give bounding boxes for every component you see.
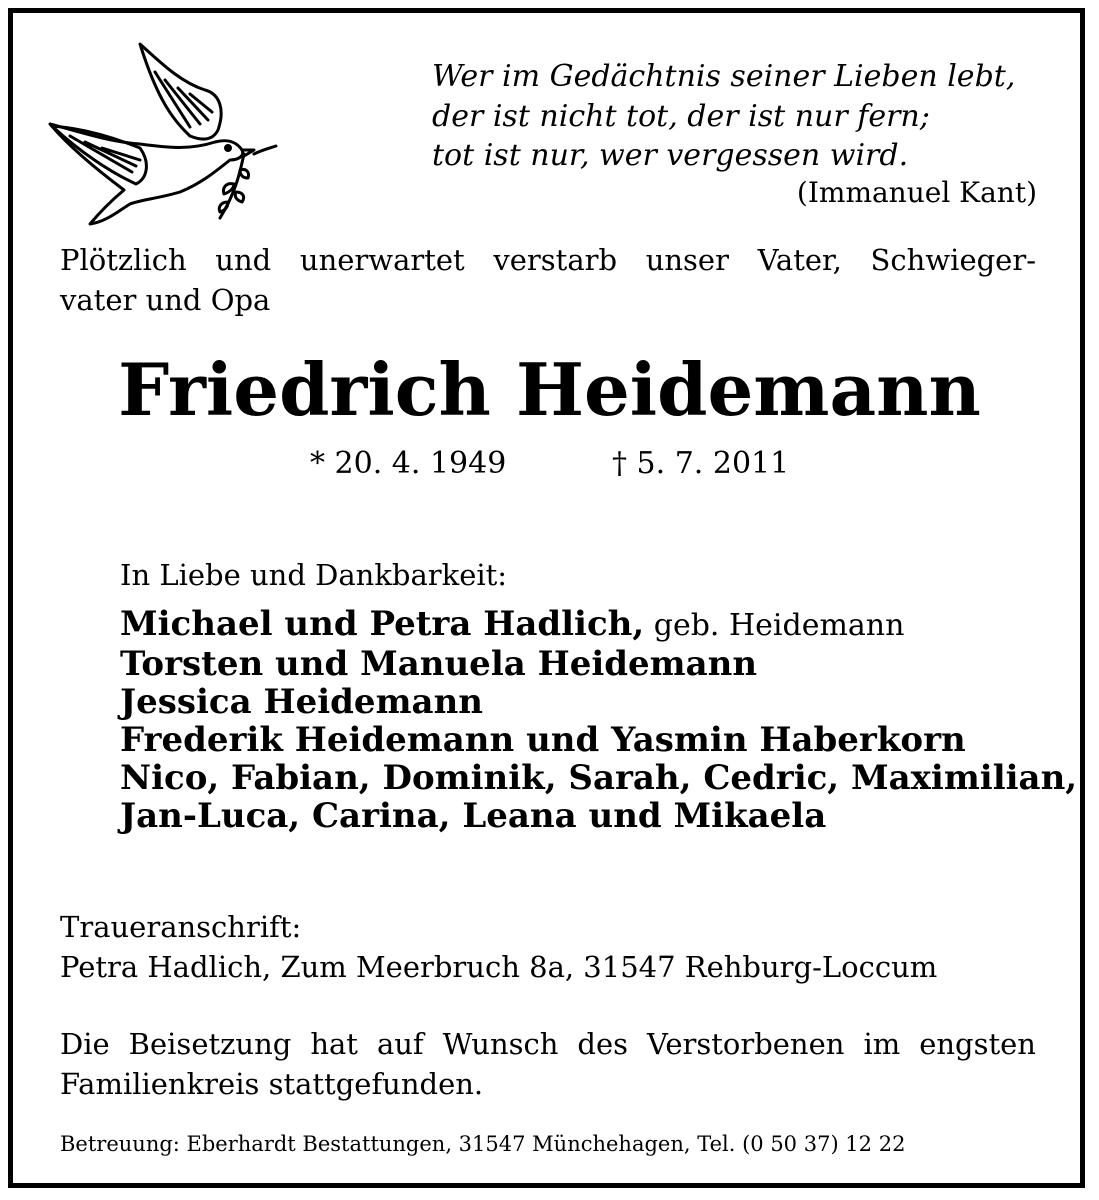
dove-with-olive-branch-icon <box>40 32 280 232</box>
mourner-line-5: Nico, Fabian, Dominik, Sarah, Cedric, Maximilian, <box>120 758 1078 798</box>
mourner-line-1 <box>120 604 904 646</box>
intro-text <box>60 240 1036 320</box>
quote-line-3: tot ist nur, wer vergessen wird. <box>432 138 909 173</box>
deceased-name: Friedrich Heidemann <box>118 347 981 432</box>
burial-line-2: Familienkreis stattgefunden. <box>60 1067 484 1101</box>
mourner-line-1-bold: Michael und Petra Hadlich, <box>120 604 645 644</box>
address-label: Traueranschrift: <box>60 910 302 944</box>
intro-line-1: Plötzlich und unerwartet verstarb unser Vater, Schwieger- <box>60 243 1036 277</box>
death-date: † 5. 7. 2011 <box>612 446 790 481</box>
address-value: Petra Hadlich, Zum Meerbruch 8a, 31547 Rehburg-Loccum <box>60 950 938 984</box>
birth-date: * 20. 4. 1949 <box>310 446 507 481</box>
quote-line-1: Wer im Gedächtnis seiner Lieben lebt, <box>432 59 1016 94</box>
funeral-home-footer: Betreuung: Eberhardt Bestattungen, 31547 Münchehagen, Tel. (0 50 37) 12 22 <box>60 1132 906 1156</box>
mourner-line-4: Frederik Heidemann und Yasmin Haberkorn <box>120 720 966 760</box>
mourners-heading: In Liebe und Dankbarkeit: <box>120 558 508 592</box>
mourner-line-6: Jan-Luca, Carina, Leana und Mikaela <box>120 796 827 836</box>
mourner-line-2: Torsten und Manuela Heidemann <box>120 644 758 684</box>
intro-line-2: vater und Opa <box>60 283 271 317</box>
quote-author: (Immanuel Kant) <box>796 176 1037 209</box>
quote-line-2: der ist nicht tot, der ist nur fern; <box>432 99 930 134</box>
burial-line-1: Die Beisetzung hat auf Wunsch des Verstorbenen im engsten <box>60 1027 1036 1061</box>
mourner-line-3: Jessica Heidemann <box>120 682 484 722</box>
burial-notice <box>60 1024 1036 1104</box>
mourner-line-1-normal: geb. Heidemann <box>644 608 905 643</box>
